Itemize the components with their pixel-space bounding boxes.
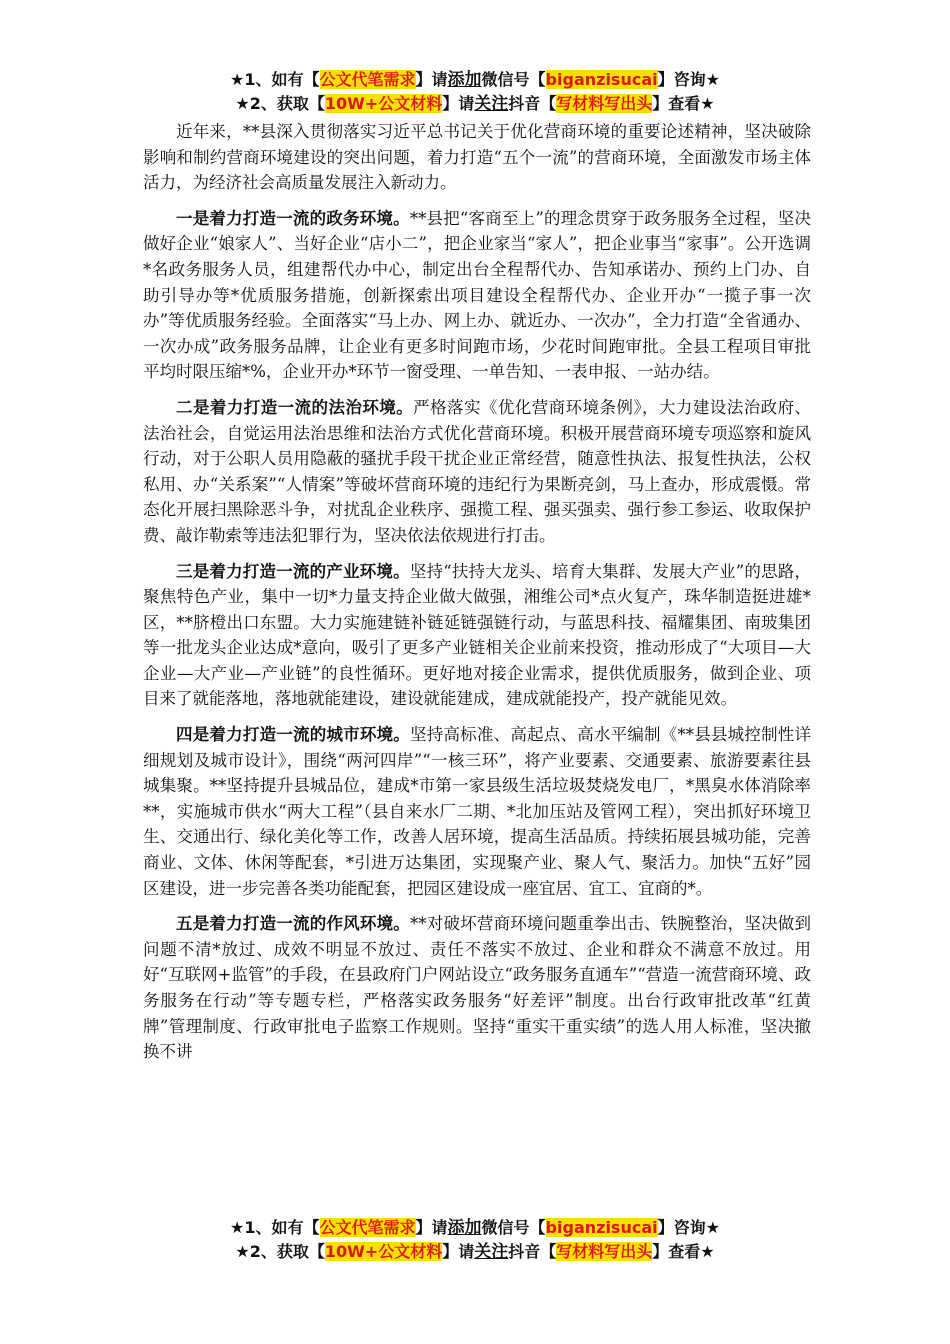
banner-text: 微信号【 (481, 70, 546, 89)
banner-text: 】请 (442, 94, 475, 113)
section-paragraph (143, 722, 811, 901)
document-body (143, 119, 811, 1075)
header-banner (0, 68, 950, 116)
section-text: 坚持“扶持大龙头、培育大集群、发展大产业”的思路，聚焦特色产业，集中一切*力量支持企业做大做强，湘维公司*点火复产，珠华制造挺进雄*区，**脐橙出口东盟。大力实施建链补链延链强链行动，与蓝思科技、福耀集团、南玻集团等一批龙头企业达成*意向，吸引了更多产业链相关企业前来投资，推动形成了“大项目—大企业—大产业—产业链”的良性循环。更好地对接企业需求，提供优质服务，做到企业、项目来了就能落地，落地就能建设，建设就能建成，建成就能投产，投产就能见效。 (143, 561, 811, 709)
banner-highlight: 10W+公文材料 (324, 1242, 443, 1261)
section-text: **县把“客商至上”的理念贯穿于政务服务全过程，坚决做好企业“娘家人”、当好企业“店小二”，把企业家当“家人”，把企业事当“家事”。公开选调*名政务服务人员，组建帮代办中心，制定出台全程帮代办、告知承诺办、预约上门办、自助引导办等*优质服务措施，创新探索出项目建设全程帮代办、企业开办“一揽子事一次办”等优质服务经验。全面落实“马上办、网上办、就近办、一次办”，全力打造“全省通办、一次办成”政务服务品牌，让企业有更多时间跑市场，少花时间跑审批。全县工程项目审批平均时限压缩*%，企业开办*环节一窗受理、一单告知、一表申报、一站办结。 (143, 208, 811, 382)
banner-text: 抖音【 (508, 94, 557, 113)
banner-text: 】咨询★ (657, 1218, 720, 1237)
section-paragraph (143, 559, 811, 713)
banner-text: 】咨询★ (657, 70, 720, 89)
banner-highlight: 公文代笔需求 (319, 1218, 416, 1237)
section-text: 坚持高标准、高起点、高水平编制《**县县城控制性详细规划及城市设计》，围绕“两河四岸”“一核三环”，将产业要素、交通要素、旅游要素往县城集聚。**坚持提升县城品位，建成*市第一家县级生活垃圾焚烧发电厂，*黑臭水体消除率**，实施城市供水“两大工程”（县自来水厂二期、*北加压站及管网工程），突出抓好环境卫生、交通出行、绿化美化等工作，改善人居环境，提高生活品质。持续拓展县城功能，完善商业、文体、休闲等配套，*引进万达集团，实现聚产业、聚人气、聚活力。加快“五好”园区建设，进一步完善各类功能配套，把园区建设成一座宜居、宜工、宜商的*。 (143, 725, 812, 898)
banner-text: 微信号【 (481, 1218, 546, 1237)
banner-highlight: 写材料写出头 (556, 1242, 653, 1261)
intro-paragraph: 近年来，**县深入贯彻落实习近平总书记关于优化营商环境的重要论述精神，坚决破除影响和制约营商环境建设的突出问题，着力打造“五个一流”的营商环境，全面激发市场主体活力，为经济社会高质量发展注入新动力。 (143, 122, 811, 193)
banner-underlined: 添加 (447, 1218, 482, 1238)
banner-text: 】查看★ (652, 1242, 715, 1261)
banner-text: 】请 (415, 70, 448, 89)
footer-banner (0, 1216, 950, 1264)
section-text: **对破坏营商环境问题重拳出击、铁腕整治，坚决做到问题不清*放过、成效不明显不放过、责任不落实不放过、企业和群众不满意不放过。用好“互联网+监管”的手段，在县政府门户网站设立“政务服务直通车”“营造一流营商环境、政务服务在行动”等专题专栏，严格落实政务服务“好差评”制度。出台行政审批改革“红黄牌”管理制度、行政审批电子监察工作规则。坚持“重实干重实绩”的选人用人标准，坚决撤换不讲 (143, 914, 812, 1062)
banner-line-1 (0, 68, 950, 92)
banner-text: ★2、获取【 (235, 94, 325, 113)
section-heading: 二是着力打造一流的法治环境。 (176, 397, 414, 417)
banner-text: 抖音【 (508, 1242, 557, 1261)
section-paragraph (143, 395, 811, 549)
banner-highlight: 写材料写出头 (556, 94, 653, 113)
banner-highlight: biganzisucai (545, 1218, 658, 1237)
banner-underlined: 添加 (447, 70, 482, 90)
section-text: 严格落实《优化营商环境条例》，大力建设法治政府、法治社会，自觉运用法治思维和法治方式优化营商环境。积极开展营商环境专项巡察和旋风行动，对于公职人员用隐蔽的骚扰手段干扰企业正常经营，随意性执法、报复性执法，公权私用、办“关系案”“人情案”等破坏营商环境的违纪行为果断亮剑，马上查办，形成震慑。常态化开展扫黑除恶斗争，对扰乱企业秩序、强揽工程、强买强卖、强行参工参运、收取保护费、敲诈勒索等违法犯罪行为，坚决依法依规进行打击。 (143, 397, 812, 545)
banner-text: ★1、如有【 (230, 70, 320, 89)
section-heading: 三是着力打造一流的产业环境。 (176, 561, 410, 581)
section-heading: 四是着力打造一流的城市环境。 (176, 725, 411, 745)
banner-highlight: 公文代笔需求 (319, 70, 416, 89)
banner-underlined: 关注 (474, 1242, 509, 1262)
banner-text: 】请 (415, 1218, 448, 1237)
section-paragraph (143, 911, 811, 1065)
section-paragraph (143, 206, 811, 385)
banner-text: 】请 (442, 1242, 475, 1261)
section-heading: 五是着力打造一流的作风环境。 (176, 914, 411, 934)
banner-underlined: 关注 (474, 94, 509, 114)
banner-text: ★1、如有【 (230, 1218, 320, 1237)
banner-line-2 (0, 1240, 950, 1264)
section-heading: 一是着力打造一流的政务环境。 (176, 208, 410, 228)
banner-line-1 (0, 1216, 950, 1240)
banner-highlight: biganzisucai (545, 70, 658, 89)
banner-text: 】查看★ (652, 94, 715, 113)
banner-text: ★2、获取【 (235, 1242, 325, 1261)
banner-highlight: 10W+公文材料 (324, 94, 443, 113)
banner-line-2 (0, 92, 950, 116)
